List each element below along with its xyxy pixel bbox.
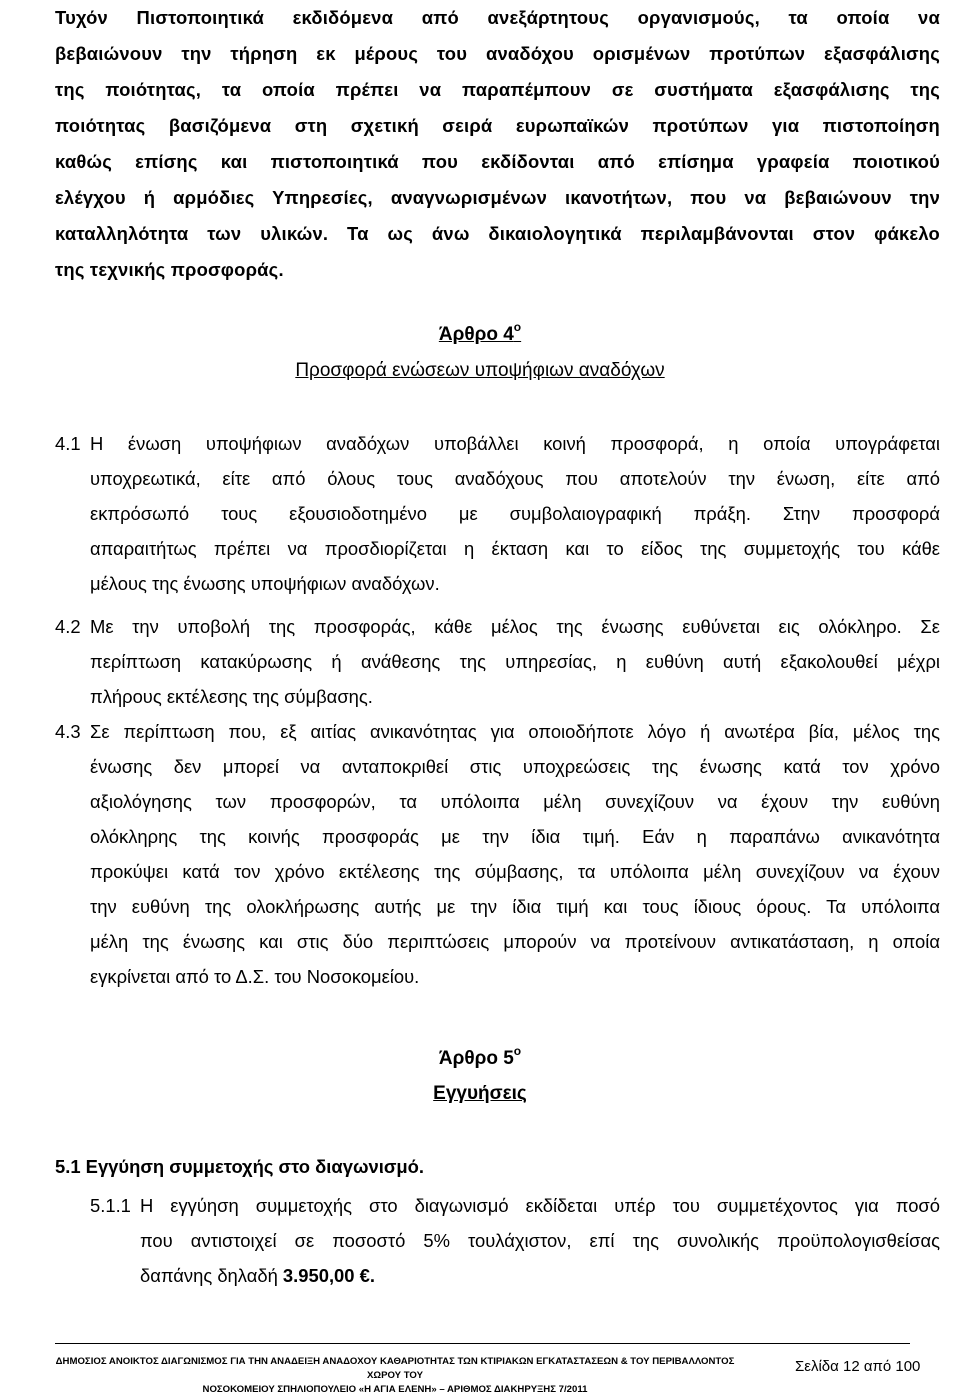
text-line: περίπτωση κατακύρωσης ή ανάθεσης της υπηρεσίας, η ευθύνη αυτή εξακολουθεί μέχρι: [90, 651, 940, 672]
text-line: απαραιτήτως πρέπει να προσδιορίζεται η έκταση και το είδος της συμμετοχής του κάθε: [90, 538, 940, 559]
text-line: Η εγγύηση συμμετοχής στο διαγωνισμό εκδίδεται υπέρ του συμμετέχοντος για ποσό: [140, 1195, 940, 1216]
section-number-5-1-1: 5.1.1: [90, 1195, 131, 1216]
article-5-subtitle: Εγγυήσεις: [433, 1083, 527, 1104]
text-line: εγκρίνεται από το Δ.Σ. του Νοσοκομείου.: [90, 966, 420, 987]
text-line: Σε περίπτωση που, εξ αιτίας ανικανότητας για οποιοδήποτε λόγο ή ανωτέρα βία, μέλος της: [90, 721, 940, 742]
text-line: καθώς επίσης και πιστοποιητικά που εκδίδονται από επίσημα γραφεία ποιοτικού: [55, 151, 940, 172]
text-line: Με την υποβολή της προσφοράς, κάθε μέλος της ένωσης ευθύνεται εις ολόκληρο. Σε: [90, 616, 940, 637]
text-line: πλήρους εκτέλεσης της σύμβασης.: [90, 686, 373, 707]
section-number-4-1: 4.1: [55, 433, 81, 454]
section-number-4-3: 4.3: [55, 721, 81, 742]
section-4-1-body: [90, 461, 940, 601]
section-4-2-body: [90, 609, 940, 714]
text-line: καταλληλότητα των υλικών. Τα ως άνω δικαιολογητικά περιλαμβάνονται στον φάκελο: [55, 223, 940, 244]
text-line: Η ένωση υποψήφιων αναδόχων υποβάλλει κοινή προσφορά, η οποία υπογράφεται: [90, 433, 940, 454]
text-line: υποχρεωτικά, είτε από όλους τους αναδόχους που αποτελούν την ένωση, είτε από: [90, 468, 940, 489]
text-line: ποιότητας βασιζόμενα στη σχετική σειρά ευρωπαϊκών προτύπων για πιστοποίηση: [55, 115, 940, 136]
page-number: Σελίδα 12 από 100: [795, 1358, 921, 1375]
text-line: μέλους της ένωσης υποψήφιων αναδόχων.: [90, 573, 440, 594]
article-4-title: Άρθρο $4^o$: [438, 320, 522, 345]
footer-title: [55, 1355, 735, 1397]
text-line: Τυχόν Πιστοποιητικά εκδιδόμενα από ανεξάρτητους οργανισμούς, τα οποία να: [55, 7, 940, 28]
text-line: ελέγχου ή αρμόδιες Υπηρεσίες, αναγνωρισμένων ικανοτήτων, που να βεβαιώνουν την: [55, 187, 940, 208]
section-number-4-2: 4.2: [55, 616, 81, 637]
section-5-1-1-first-line: [140, 1188, 940, 1223]
text-line: ένωσης δεν μπορεί να ανταποκριθεί στις υποχρεώσεις της ένωσης κατά τον χρόνο: [90, 756, 940, 777]
article-5-title: Άρθρο $5^o$: [438, 1044, 522, 1069]
guarantee-amount: 3.950,00 €.: [282, 1265, 375, 1286]
section-5-1-title: 5.1 Εγγύηση συμμετοχής στο διαγωνισμό.: [55, 1156, 424, 1177]
text-line: προκύψει κατά τον χρόνο εκτέλεσης της σύμβασης, τα υπόλοιπα μέλη συνεχίζουν να έχουν: [90, 861, 940, 882]
footer-line: ΝΟΣΟΚΟΜΕΙΟΥ ΣΠΗΛΙΟΠΟΥΛΕΙΟ «Η ΑΓΙΑ ΕΛΕΝΗ» – ΑΡΙΘΜΟΣ ΔΙΑΚΗΡΥΞΗΣ 7/2011: [202, 1384, 588, 1395]
section-5-1-1-body: [140, 1223, 940, 1293]
intro-paragraph: [55, 0, 940, 288]
section-4-1-first-line: [90, 426, 940, 461]
footer-line: ΔΗΜΟΣΙΟΣ ΑΝΟΙΚΤΟΣ ΔΙΑΓΩΝΙΣΜΟΣ ΓΙΑ ΤΗΝ ΑΝΑΔΕΙΞΗ ΑΝΑΔΟΧΟΥ ΚΑΘΑΡΙΟΤΗΤΑΣ ΤΩΝ ΚΤΙΡΙΑΚΩΝ ΕΓΚΑΤΑΣΤΑΣΕΩΝ & ΤΟΥ ΠΕΡΙΒΑΛΛΟΝΤΟΣ ΧΩΡΟΥ ΤΟΥ: [55, 1356, 735, 1381]
article-4-subtitle: Προσφορά ενώσεων υποψήφιων αναδόχων: [295, 360, 665, 381]
text-line: αξιολόγησης των προσφορών, τα υπόλοιπα μέλη συνεχίζουν να έχουν την ευθύνη: [90, 791, 940, 812]
text-line: που αντιστοιχεί σε ποσοστό 5% τουλάχιστον, επί της συνολικής προϋπολογισθείσας: [140, 1230, 940, 1251]
text-line: εκπρόσωπό τους εξουσιοδοτημένο με συμβολαιογραφική πράξη. Στην προσφορά: [90, 503, 940, 524]
text-line: μέλη της ένωσης και στις δύο περιπτώσεις μπορούν να προτείνουν αντικατάσταση, η οποία: [90, 931, 940, 952]
section-4-3-body: [90, 714, 940, 994]
text-line: δαπάνης δηλαδή 3.950,00 €.: [140, 1265, 375, 1286]
text-line: ολόκληρης της κοινής προσφοράς με την ίδια τιμή. Εάν η παραπάνω ανικανότητα: [90, 826, 940, 847]
footer-divider: [55, 1343, 910, 1344]
text-line: της ποιότητας, τα οποία πρέπει να παραπέμπουν σε συστήματα εξασφάλισης της: [55, 79, 940, 100]
text-line: την ευθύνη της ολοκλήρωσης αυτής με την ίδια τιμή και τους ίδιους όρους. Τα υπόλοιπα: [90, 896, 940, 917]
text-line: της τεχνικής προσφοράς.: [55, 259, 284, 280]
text-line: βεβαιώνουν την τήρηση εκ μέρους του αναδόχου ορισμένων προτύπων εξασφάλισης: [55, 43, 940, 64]
